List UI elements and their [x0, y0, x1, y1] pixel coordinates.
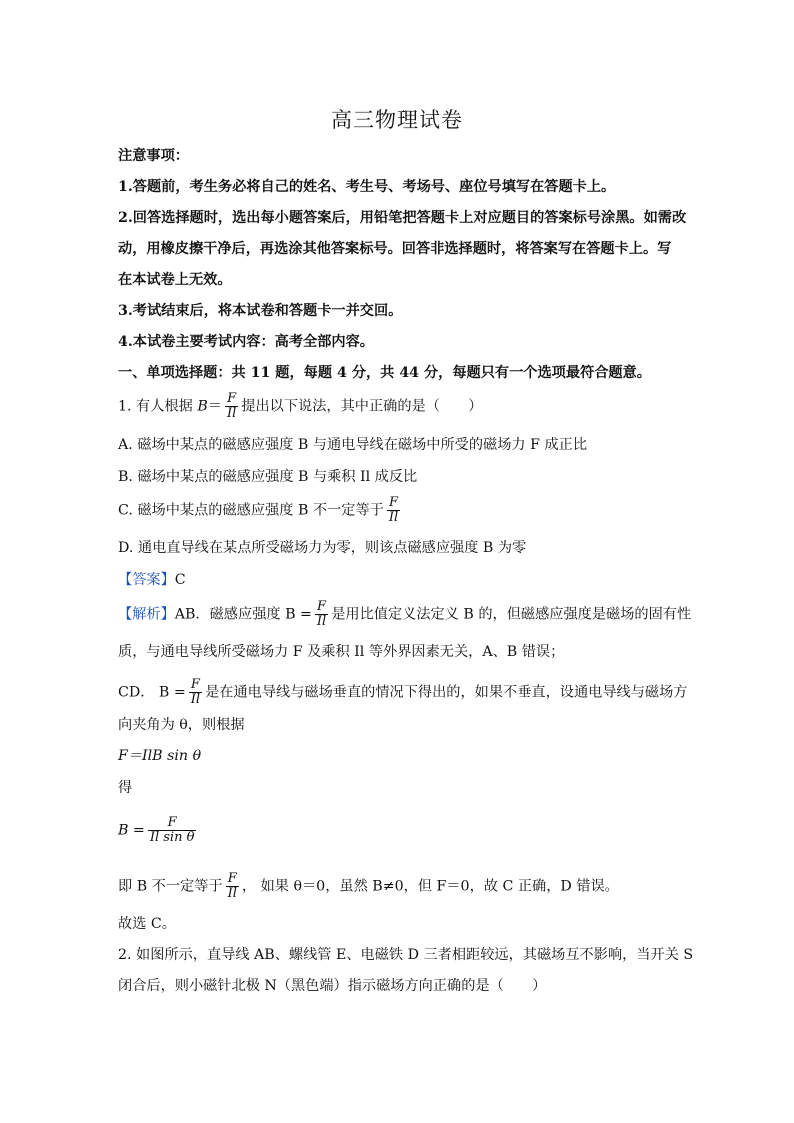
analysis-fraction	[226, 872, 239, 901]
analysis-text: CD． B =	[118, 684, 186, 701]
analysis-tag: 【解析】	[118, 606, 175, 623]
formula-force: F＝IlB sin θ	[118, 748, 202, 764]
q1-option-b: B. 磁场中某点的磁感应强度 B 与乘积 Il 成反比	[118, 469, 418, 485]
fraction-denominator: Il	[226, 406, 237, 421]
q1-stem	[118, 392, 678, 421]
notice-item-2-cont: 动，用橡皮擦干净后，再选涂其他答案标号。回答非选择题时，将答案写在答题卡上。写	[118, 241, 672, 257]
analysis-fraction	[315, 600, 328, 629]
q1-option-c-fraction	[387, 496, 400, 525]
fraction-denominator: Il sin θ	[149, 830, 195, 845]
q1-stem-b: B	[197, 398, 208, 415]
q1-analysis-line-3	[118, 677, 688, 707]
q1-option-a: A. 磁场中某点的磁感应强度 B 与通电导线在磁场中所受的磁场力 F 成正比	[118, 437, 588, 453]
word-de: 得	[118, 780, 133, 796]
notice-item-3: 3.考试结束后，将本试卷和答题卡一并交回。	[118, 303, 403, 319]
section-heading: 一、单项选择题：共 11 题，每题 4 分，共 44 分，每题只有一个选项最符合题意。	[118, 365, 651, 381]
q1-conclusion: 故选 C。	[118, 916, 176, 932]
q1-stem-pre: 1. 有人根据	[118, 398, 198, 415]
q1-stem-eq: ＝	[207, 398, 222, 415]
q1-analysis-line-4: 向夹角为 θ，则根据	[118, 717, 245, 733]
q1-answer	[118, 570, 678, 590]
notice-item-1: 1.答题前，考生务必将自己的姓名、考生号、考场号、座位号填写在答题卡上。	[118, 179, 616, 195]
fraction-numerator: F	[190, 677, 200, 692]
analysis-fraction	[189, 678, 202, 707]
fraction-numerator: F	[227, 391, 237, 406]
answer-tag: 【答案】	[118, 572, 175, 588]
q1-option-d: D. 通电直导线在某点所受磁场力为零，则该点磁感应强度 B 为零	[118, 540, 527, 556]
notice-item-4: 4.本试卷主要考试内容：高考全部内容。	[118, 334, 374, 350]
analysis-text: AB．磁感应强度 B =	[174, 606, 312, 623]
fraction-numerator: F	[167, 815, 177, 830]
notice-item-2-end: 在本试卷上无效。	[118, 272, 232, 288]
q1-option-c	[118, 496, 678, 525]
fraction-denominator: Il	[227, 886, 237, 901]
fraction-denominator: Il	[190, 692, 201, 707]
q1-analysis-line-1	[118, 599, 692, 629]
q1-analysis-line-2: 质，与通电导线所受磁场力 F 及乘积 Il 等外界因素无关，A、B 错误；	[118, 644, 565, 660]
fraction-numerator: F	[388, 495, 398, 510]
fraction-numerator: F	[317, 599, 327, 614]
analysis-text: 是在通电导线与磁场垂直的情况下得出的，如果不垂直，设通电导线与磁场方	[205, 684, 688, 701]
answer-value: C	[174, 572, 186, 588]
q2-stem-line-1: 2. 如图所示，直导线 AB、螺线管 E、电磁铁 D 三者相距较远，其磁场互不影响，当开关 S	[118, 947, 694, 963]
q1-option-c-text: C. 磁场中某点的磁感应强度 B 不一定等于	[118, 502, 384, 519]
q1-analysis-line-5	[118, 872, 678, 901]
formula-left: B =	[118, 822, 145, 839]
formula-b	[118, 816, 678, 845]
q1-stem-post: 提出以下说法，其中正确的是（ ）	[241, 398, 483, 415]
analysis-text: ， 如果 θ＝0，虽然 B≠0，但 F＝0，故 C 正确，D 错误。	[241, 878, 619, 895]
notice-item-2: 2.回答选择题时，选出每小题答案后，用铅笔把答题卡上对应题目的答案标号涂黑。如需改	[118, 210, 687, 226]
formula-fraction	[148, 816, 197, 845]
fraction-denominator: Il	[388, 510, 399, 525]
fraction-numerator: F	[227, 871, 237, 886]
fraction-denominator: Il	[316, 614, 327, 629]
analysis-text: 是用比值定义法定义 B 的，但磁感应强度是磁场的固有性	[331, 606, 692, 623]
notice-heading: 注意事项：	[118, 148, 189, 164]
q1-stem-fraction	[225, 392, 238, 421]
q2-stem-line-2: 闭合后，则小磁针北极 N（黑色端）指示磁场方向正确的是（ ）	[118, 978, 547, 994]
page-title: 高三物理试卷	[331, 108, 463, 132]
analysis-text: 即 B 不一定等于	[118, 878, 223, 895]
